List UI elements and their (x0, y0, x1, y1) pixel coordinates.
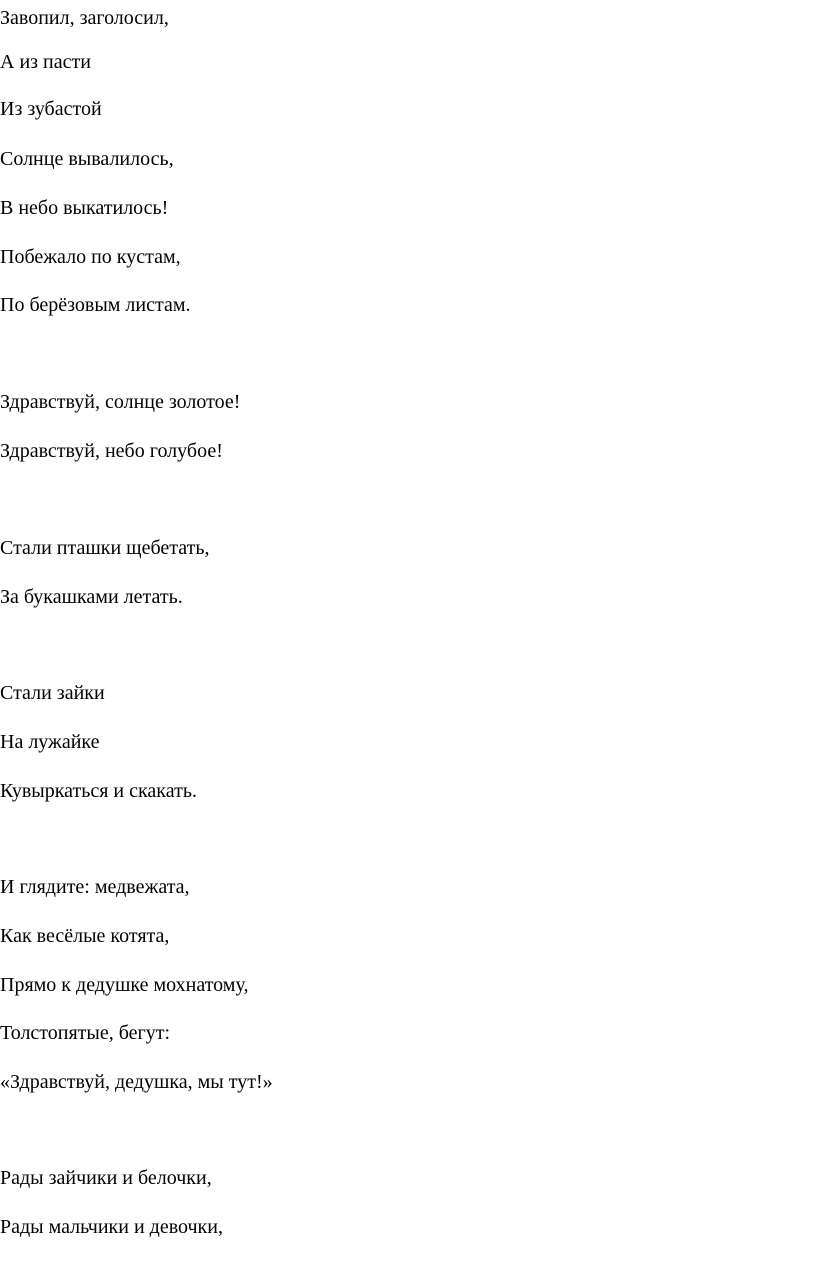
poem-line: А из пасти (0, 51, 91, 73)
poem-line: Солнце вывалилось, (0, 148, 174, 170)
poem-line: За букашками летать. (0, 586, 183, 608)
poem-line: Толстопятые, бегут: (0, 1022, 171, 1044)
poem-line: В небо выкатилось! (0, 197, 169, 219)
poem-line: Стали пташки щебетать, (0, 537, 210, 559)
poem-line: И глядите: медвежата, (0, 876, 190, 898)
poem-line: Прямо к дедушке мохнатому, (0, 974, 249, 996)
poem-line: На лужайке (0, 731, 100, 753)
poem-line: Стали зайки (0, 682, 105, 704)
poem-line: Рады зайчики и белочки, (0, 1167, 212, 1189)
poem-line: Как весёлые котята, (0, 925, 170, 947)
poem-line: Здравствуй, солнце золотое! (0, 391, 241, 413)
poem-line: Кувыркаться и скакать. (0, 780, 197, 802)
poem-line: По берёзовым листам. (0, 294, 191, 316)
poem-line: Рады мальчики и девочки, (0, 1216, 223, 1238)
poem-line: Здравствуй, небо голубое! (0, 440, 223, 462)
poem-line: Из зубастой (0, 98, 102, 120)
poem-line: Побежало по кустам, (0, 246, 181, 268)
poem-line: «Здравствуй, дедушка, мы тут!» (0, 1071, 273, 1093)
poem-line: Завопил, заголосил, (0, 7, 169, 29)
